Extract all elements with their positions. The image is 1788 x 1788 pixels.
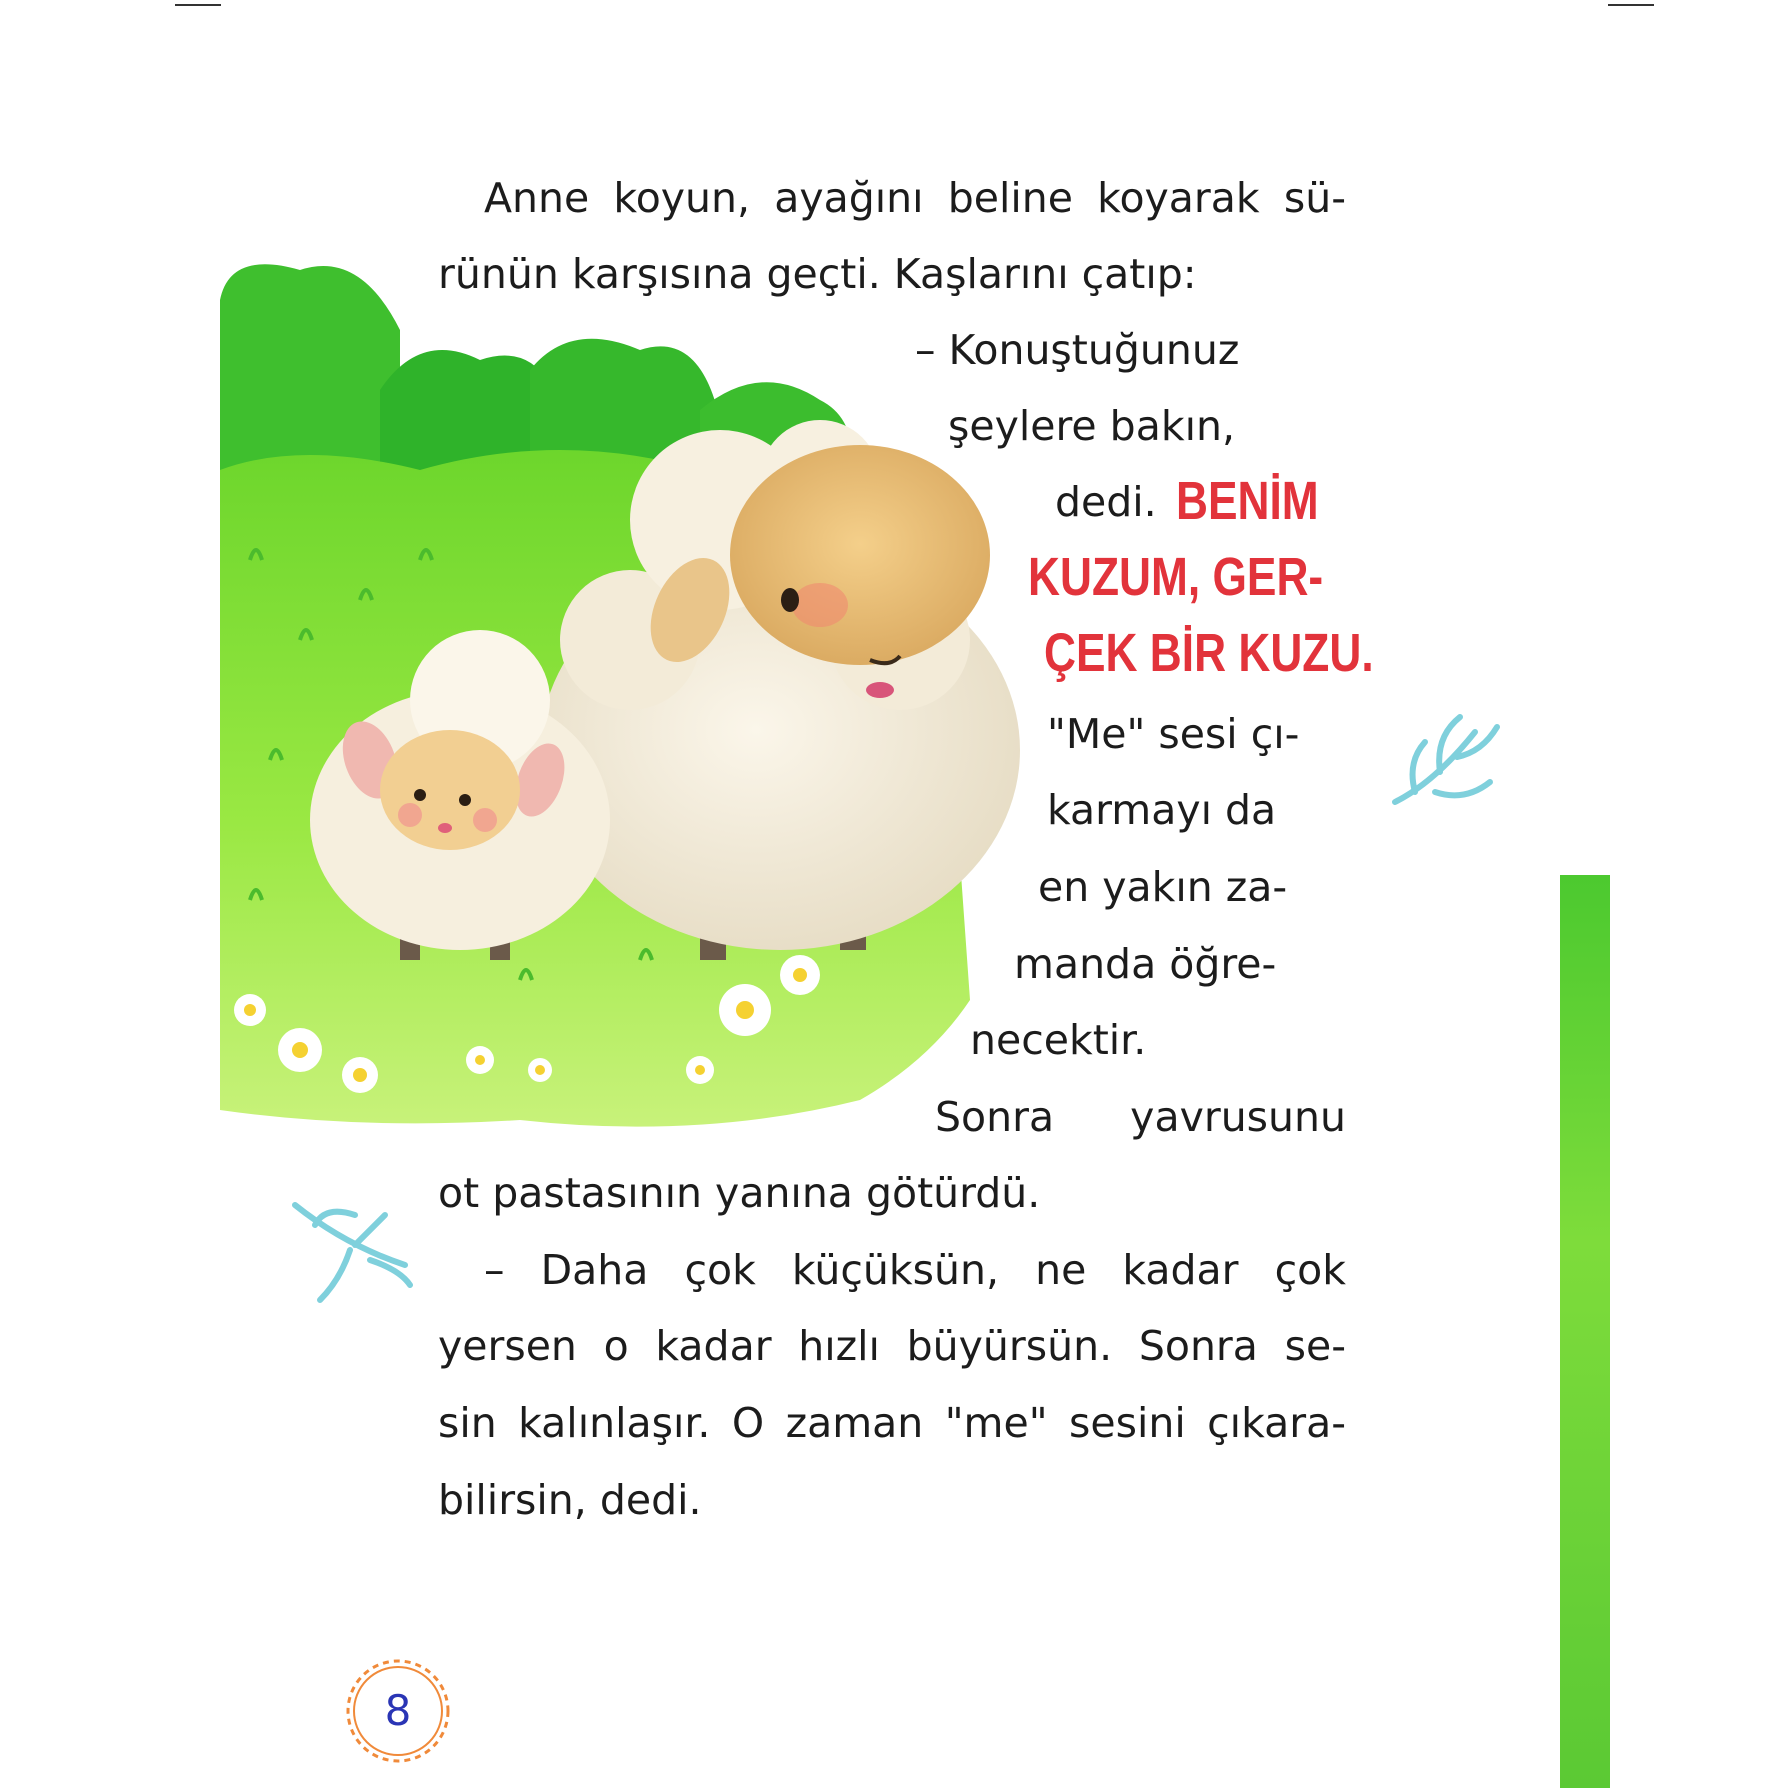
text-line: – Daha çok küçüksün, ne kadar çok bbox=[484, 1246, 1346, 1294]
highlight-line: BENİM bbox=[1176, 471, 1319, 531]
text-line: bilirsin, dedi. bbox=[438, 1476, 702, 1524]
highlight-line: KUZUM, GER- bbox=[1028, 547, 1324, 607]
text-line: dedi. bbox=[1055, 478, 1157, 526]
text-line: şeylere bakın, bbox=[948, 402, 1235, 450]
text-line: karmayı da bbox=[1047, 786, 1277, 834]
next-page-strip bbox=[1560, 875, 1610, 1788]
text-line: "Me" sesi çı- bbox=[1047, 710, 1300, 758]
text-line: sin kalınlaşır. O zaman "me" sesini çıkara- bbox=[438, 1399, 1346, 1447]
text-line: yersen o kadar hızlı büyürsün. Sonra se- bbox=[438, 1322, 1346, 1370]
text-line: – Konuştuğunuz bbox=[915, 326, 1240, 374]
text-line: rünün karşısına geçti. Kaşlarını çatıp: bbox=[438, 250, 1197, 298]
highlight-line: ÇEK BİR KUZU. bbox=[1044, 623, 1374, 683]
leaf-sprig-icon bbox=[1395, 717, 1497, 802]
leaf-sprig-icon bbox=[295, 1205, 410, 1300]
page-number-badge bbox=[344, 1657, 452, 1765]
text-line: Sonra yavrusunu bbox=[935, 1093, 1346, 1141]
text-line: en yakın za- bbox=[1038, 863, 1288, 911]
text-line: Anne koyun, ayağını beline koyarak sü- bbox=[484, 174, 1346, 222]
text-line: manda öğre- bbox=[1014, 940, 1277, 988]
text-line: ot pastasının yanına götürdü. bbox=[438, 1169, 1041, 1217]
text-line: necektir. bbox=[970, 1016, 1147, 1064]
page-number: 8 bbox=[384, 1686, 412, 1735]
